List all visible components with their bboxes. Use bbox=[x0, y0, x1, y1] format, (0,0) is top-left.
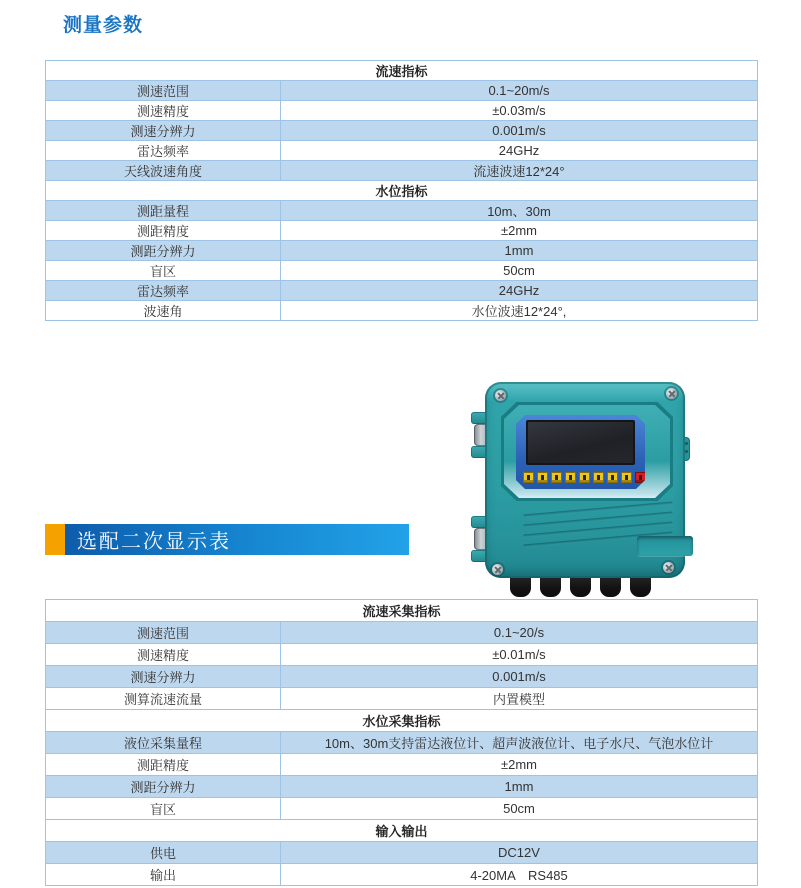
device-lcd-screen bbox=[526, 420, 635, 465]
table-row bbox=[46, 81, 758, 101]
table-row bbox=[46, 754, 758, 776]
param-cell: 测速范围 bbox=[46, 81, 281, 101]
value-cell: 流速波速12*24° bbox=[281, 161, 758, 181]
value-cell: 10m、30m bbox=[281, 201, 758, 221]
param-cell: 输出 bbox=[46, 864, 281, 886]
table-row bbox=[46, 776, 758, 798]
key-button bbox=[551, 472, 562, 483]
key-button bbox=[621, 472, 632, 483]
screw-icon bbox=[495, 390, 506, 401]
param-cell: 测速精度 bbox=[46, 644, 281, 666]
table-row bbox=[46, 121, 758, 141]
spec-table-2 bbox=[45, 599, 758, 886]
key-button bbox=[579, 472, 590, 483]
device-keypad bbox=[523, 472, 646, 483]
table-section-header-row bbox=[46, 820, 758, 842]
key-button bbox=[565, 472, 576, 483]
value-cell: 50cm bbox=[281, 261, 758, 281]
table-row bbox=[46, 161, 758, 181]
table-row bbox=[46, 644, 758, 666]
screw-icon bbox=[492, 564, 503, 575]
value-cell: 内置模型 bbox=[281, 688, 758, 710]
key-button bbox=[607, 472, 618, 483]
table-row bbox=[46, 798, 758, 820]
nameplate-recess bbox=[637, 536, 693, 556]
param-cell: 测距精度 bbox=[46, 754, 281, 776]
param-cell: 测速范围 bbox=[46, 622, 281, 644]
banner-label: 选配二次显示表 bbox=[77, 531, 231, 553]
param-cell: 测速分辨力 bbox=[46, 121, 281, 141]
param-cell: 测算流速流量 bbox=[46, 688, 281, 710]
value-cell: 0.001m/s bbox=[281, 666, 758, 688]
key-button bbox=[523, 472, 534, 483]
value-cell: 10m、30m支持雷达液位计、超声波液位计、电子水尺、气泡水位计 bbox=[281, 732, 758, 754]
param-cell: 供电 bbox=[46, 842, 281, 864]
value-cell: 1mm bbox=[281, 776, 758, 798]
value-cell: 4-20MA RS485 bbox=[281, 864, 758, 886]
section-header-cell: 水位采集指标 bbox=[46, 710, 758, 732]
param-cell: 测速分辨力 bbox=[46, 666, 281, 688]
table-row bbox=[46, 201, 758, 221]
param-cell: 盲区 bbox=[46, 798, 281, 820]
param-cell: 测距精度 bbox=[46, 221, 281, 241]
page-title: 测量参数 bbox=[63, 15, 144, 36]
table-row bbox=[46, 301, 758, 321]
table-row bbox=[46, 221, 758, 241]
banner-bar bbox=[65, 524, 409, 555]
table-row bbox=[46, 241, 758, 261]
param-cell: 天线波速角度 bbox=[46, 161, 281, 181]
value-cell: 24GHz bbox=[281, 141, 758, 161]
table-section-header-row bbox=[46, 600, 758, 622]
value-cell: ±2mm bbox=[281, 221, 758, 241]
table-row bbox=[46, 732, 758, 754]
table-row bbox=[46, 842, 758, 864]
section-header-cell: 水位指标 bbox=[46, 181, 758, 201]
value-cell: 24GHz bbox=[281, 281, 758, 301]
value-cell: 50cm bbox=[281, 798, 758, 820]
measurement-parameters-table bbox=[45, 60, 758, 321]
banner-accent-block bbox=[45, 524, 65, 555]
section-header-cell: 输入输出 bbox=[46, 820, 758, 842]
table-row bbox=[46, 261, 758, 281]
secondary-display-table bbox=[45, 599, 758, 886]
value-cell: 水位波速12*24°, bbox=[281, 301, 758, 321]
table-row bbox=[46, 101, 758, 121]
value-cell: 0.1~20m/s bbox=[281, 81, 758, 101]
key-button bbox=[593, 472, 604, 483]
param-cell: 波速角 bbox=[46, 301, 281, 321]
table-row bbox=[46, 622, 758, 644]
value-cell: 0.001m/s bbox=[281, 121, 758, 141]
table-row bbox=[46, 141, 758, 161]
table-row bbox=[46, 666, 758, 688]
table-row bbox=[46, 864, 758, 886]
table-section-header-row bbox=[46, 61, 758, 81]
param-cell: 雷达频率 bbox=[46, 141, 281, 161]
value-cell: 1mm bbox=[281, 241, 758, 261]
value-cell: ±0.03m/s bbox=[281, 101, 758, 121]
param-cell: 盲区 bbox=[46, 261, 281, 281]
param-cell: 测距分辨力 bbox=[46, 241, 281, 261]
section-header-cell: 流速指标 bbox=[46, 61, 758, 81]
param-cell: 测距分辨力 bbox=[46, 776, 281, 798]
device-display-panel bbox=[516, 415, 645, 489]
table-section-header-row bbox=[46, 181, 758, 201]
table-row bbox=[46, 688, 758, 710]
table-section-header-row bbox=[46, 710, 758, 732]
param-cell: 液位采集量程 bbox=[46, 732, 281, 754]
key-button bbox=[537, 472, 548, 483]
screw-icon bbox=[663, 562, 674, 573]
screw-icon bbox=[666, 388, 677, 399]
param-cell: 测距量程 bbox=[46, 201, 281, 221]
section-header-cell: 流速采集指标 bbox=[46, 600, 758, 622]
value-cell: ±2mm bbox=[281, 754, 758, 776]
param-cell: 测速精度 bbox=[46, 101, 281, 121]
param-cell: 雷达频率 bbox=[46, 281, 281, 301]
section-banner bbox=[45, 524, 409, 555]
value-cell: 0.1~20/s bbox=[281, 622, 758, 644]
flow-meter-device-photo bbox=[455, 376, 700, 602]
table-row bbox=[46, 281, 758, 301]
spec-table-1 bbox=[45, 60, 758, 321]
value-cell: DC12V bbox=[281, 842, 758, 864]
value-cell: ±0.01m/s bbox=[281, 644, 758, 666]
